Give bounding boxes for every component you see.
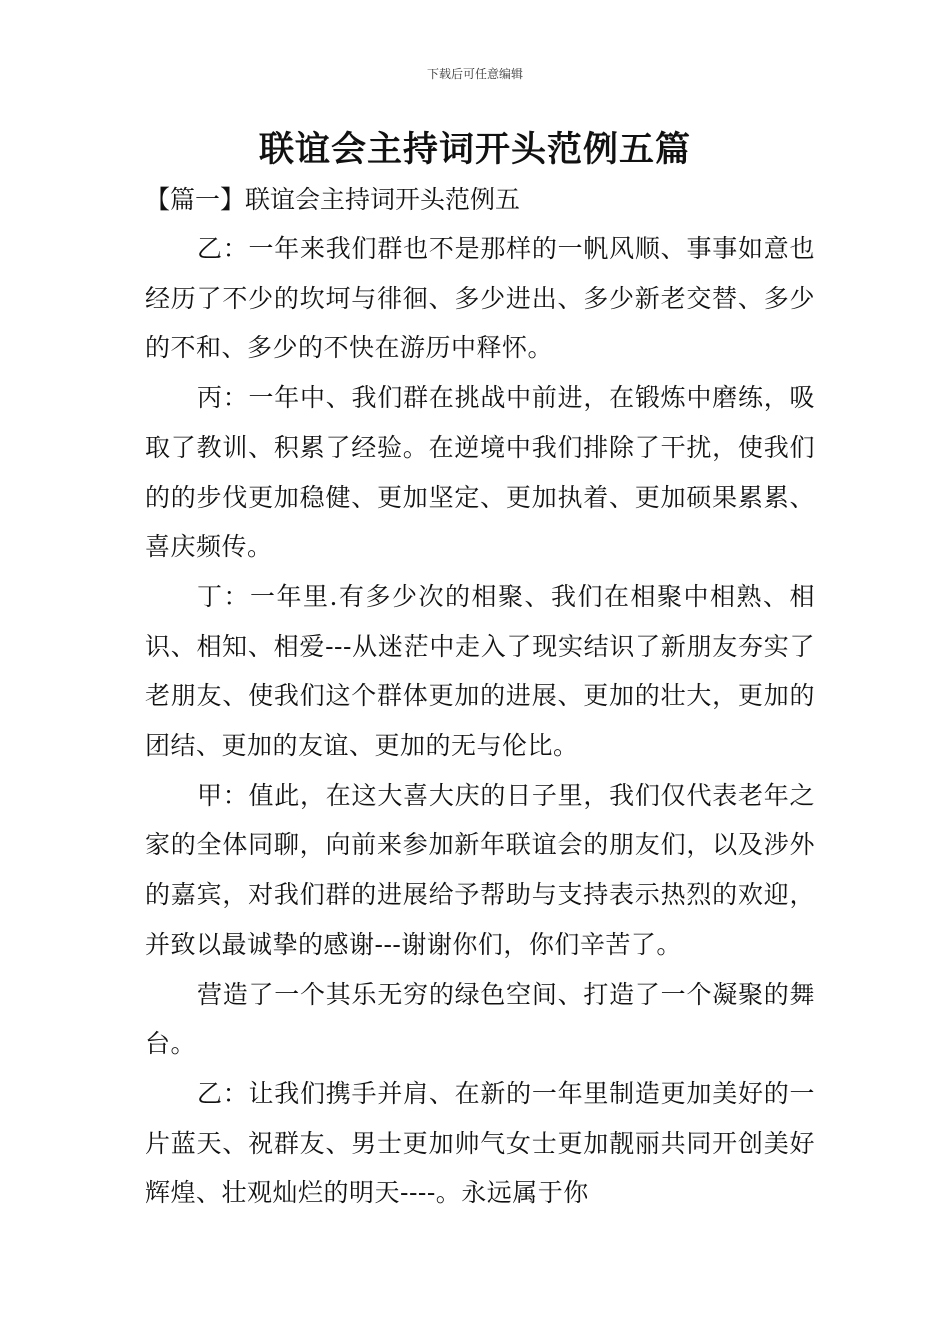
section-heading: 【篇一】联谊会主持词开头范例五 bbox=[145, 185, 521, 214]
document-body bbox=[145, 176, 815, 1218]
paragraph-5: 营造了一个其乐无穷的绿色空间、打造了一个凝聚的舞台。 bbox=[145, 979, 815, 1059]
paragraph-1: 乙：一年来我们群也不是那样的一帆风顺、事事如意也经历了不少的坎坷与徘徊、多少进出、多少新老交替、多少的不和、多少的不快在游历中释怀。 bbox=[145, 234, 815, 363]
paragraph-2: 丙：一年中、我们群在挑战中前进，在锻炼中磨练，吸取了教训、积累了经验。在逆境中我们排除了干扰，使我们的的步伐更加稳健、更加坚定、更加执着、更加硕果累累、喜庆频传。 bbox=[145, 383, 815, 562]
paragraph-3: 丁：一年里.有多少次的相聚、我们在相聚中相熟、相识、相知、相爱---从迷茫中走入了现实结识了新朋友夯实了老朋友、使我们这个群体更加的进展、更加的壮大，更加的团结、更加的友谊、更加的无与伦比。 bbox=[145, 581, 815, 761]
document-title: 联谊会主持词开头范例五篇 bbox=[258, 129, 691, 170]
paragraph-6: 乙：让我们携手并肩、在新的一年里制造更加美好的一片蓝天、祝群友、男士更加帅气女士更加靓丽共同开创美好辉煌、壮观灿烂的明天----。永远属于你 bbox=[145, 1078, 815, 1208]
header-note: 下载后可任意编辑 bbox=[426, 67, 523, 81]
paragraph-4: 甲：值此，在这大喜大庆的日子里，我们仅代表老年之家的全体同聊，向前来参加新年联谊会的朋友们，以及涉外的嘉宾，对我们群的进展给予帮助与支持表示热烈的欢迎，并致以最诚挚的感谢---谢谢你们，你们辛苦了。 bbox=[145, 780, 815, 959]
